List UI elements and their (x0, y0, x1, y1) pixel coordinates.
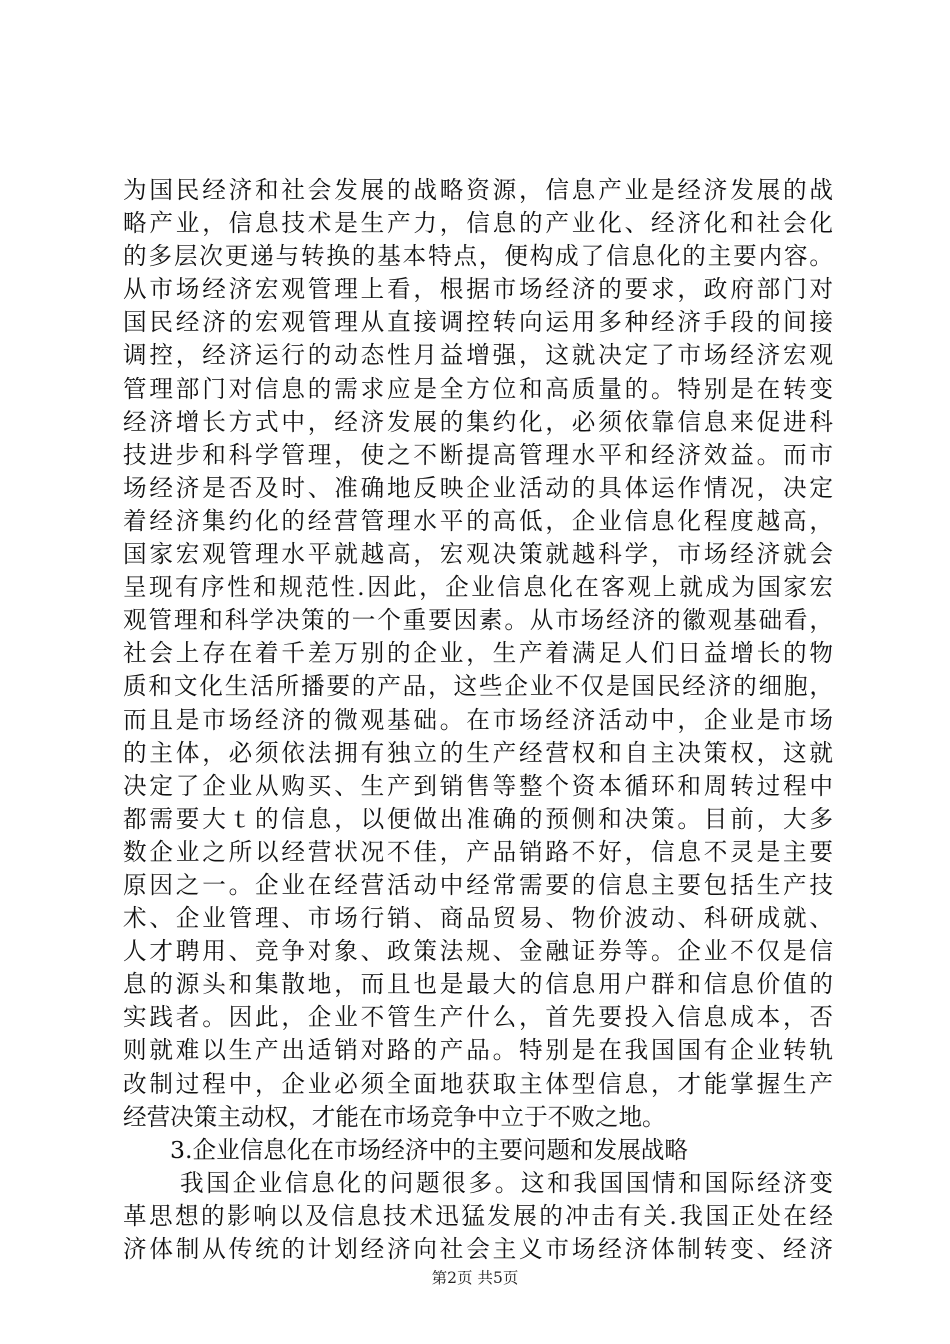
paragraph-line-26: 实践者。因此，企业不管生产什么，首先要投入信息成本，否 (123, 1003, 833, 1032)
paragraph-line-5: 国民经济的宏观管理从直接调控转向运用多种经济手段的间接 (123, 308, 833, 337)
paragraph-line-9: 技进步和科学管理，使之不断提高管理水平和经济效益。而市 (123, 440, 833, 469)
paragraph-line-1: 为国民经济和社会发展的战略资源，信息产业是经济发展的战 (123, 176, 833, 204)
paragraph2-line-1: 我国企业信息化的问题很多。这和我国国情和国际经济变 (180, 1168, 833, 1197)
paragraph-line-20: 都需要大ｔ的信息，以便做出准确的预侧和决策。目前，大多 (123, 804, 833, 833)
paragraph-line-25: 息的源头和集散地，而且也是最大的信息用户群和信息价值的 (123, 970, 833, 999)
paragraph-line-29: 经营决策主动权，才能在市场竞争中立于不败之地。 (123, 1102, 666, 1131)
paragraph-line-16: 质和文化生活所播要的产品，这些企业不仅是国民经济的细胞， (123, 672, 833, 701)
paragraph-line-23: 术、企业管理、市场行销、商品贸易、物价波动、科研成就、 (123, 904, 833, 933)
paragraph-line-15: 社会上存在着千差万别的企业，生产着满足人们日益增长的物 (123, 639, 833, 668)
paragraph-line-3: 的多层次更递与转换的基本特点，便构成了信息化的主要内容。 (123, 242, 833, 271)
document-body (123, 174, 833, 1266)
paragraph2-line-3: 济体制从传统的计划经济向社会主义市场经济体制转变、经济 (123, 1235, 833, 1263)
paragraph2-line-2: 革思想的影响以及信息技术迅猛发展的冲击有关.我国正处在经 (123, 1201, 833, 1230)
paragraph-line-7: 管理部门对信息的需求应是全方位和高质量的。特别是在转变 (123, 374, 833, 403)
paragraph-line-12: 国家宏观管理水平就越高，宏观决策就越科学，市场经济就会 (123, 540, 833, 569)
paragraph-line-14: 观管理和科学决策的一个重要因素。从市场经济的徽观基础看， (123, 606, 833, 635)
paragraph-line-27: 则就难以生产出适销对路的产品。特别是在我国国有企业转轨 (123, 1036, 833, 1065)
paragraph-line-18: 的主体，必须依法拥有独立的生产经营权和自主决策权，这就 (123, 738, 833, 767)
page-number-footer: 第2页 共5页 (431, 1269, 519, 1287)
paragraph-line-21: 数企业之所以经营状况不佳，产品销路不好，信息不灵是主要 (123, 837, 833, 866)
paragraph-line-4: 从市场经济宏观管理上看，根据市场经济的要求，政府部门对 (123, 275, 833, 304)
paragraph-line-28: 改制过程中，企业必须全面地获取主体型信息，才能掌握生产 (123, 1069, 833, 1098)
paragraph-line-2: 略产业，信息技术是生产力，信息的产业化、经济化和社会化 (123, 209, 833, 238)
section-heading: 3.企业信息化在市场经济中的主要问题和发展战略 (170, 1135, 688, 1164)
paragraph-line-6: 调控，经济运行的动态性月益增强，这就决定了市场经济宏观 (123, 341, 833, 370)
paragraph-line-19: 决定了企业从购买、生产到销售等整个资本循环和周转过程中 (123, 771, 833, 800)
paragraph-line-8: 经济增长方式中，经济发展的集约化，必须依靠信息来促进科 (123, 407, 833, 436)
paragraph-line-17: 而且是市场经济的微观基础。在市场经济活动中，企业是市场 (123, 705, 833, 734)
paragraph-line-11: 着经济集约化的经营管理水平的高低，企业信息化程度越高， (123, 506, 833, 535)
paragraph-line-10: 场经济是否及时、准确地反映企业活动的具体运作情况，决定 (123, 473, 833, 502)
paragraph-line-24: 人才聘用、竞争对象、政策法规、金融证券等。企业不仅是信 (123, 937, 833, 966)
paragraph-line-13: 呈现有序性和规范性.因此，企业信息化在客观上就成为国家宏 (123, 573, 833, 602)
paragraph-line-22: 原因之一。企业在经营活动中经常需要的信息主要包括生产技 (123, 870, 833, 899)
